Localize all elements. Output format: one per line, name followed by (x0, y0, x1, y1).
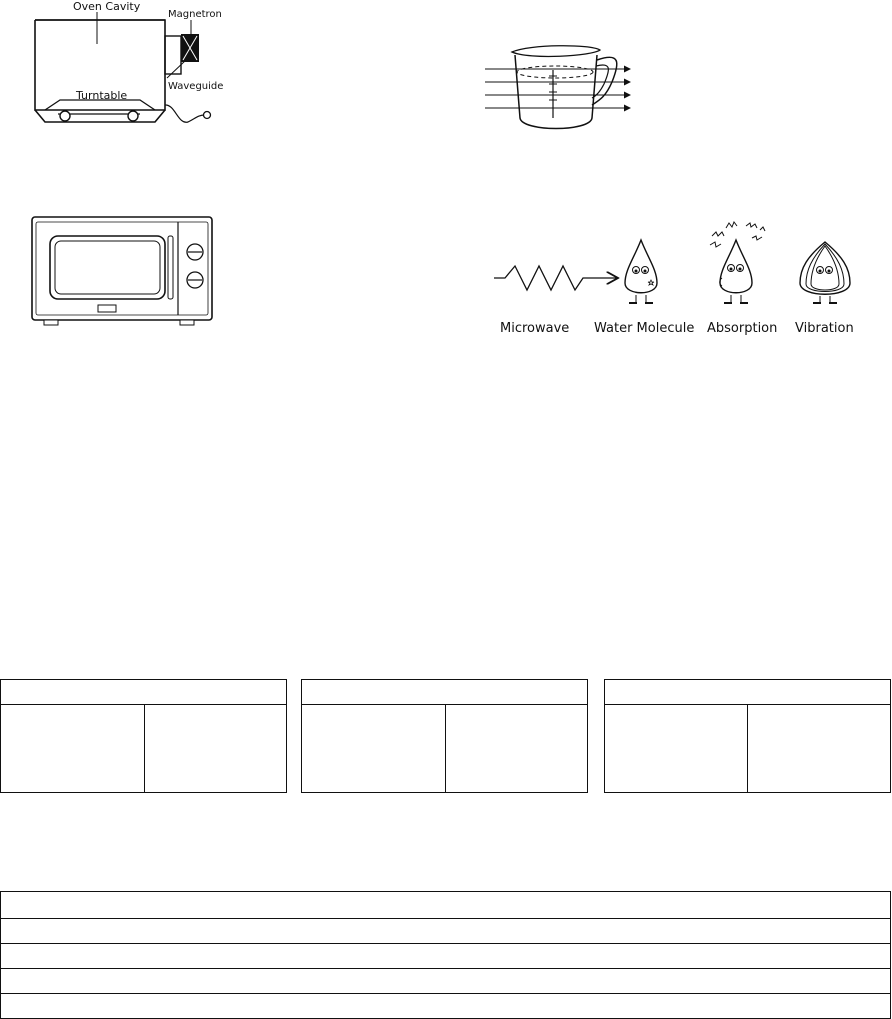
table-row (1, 918, 890, 919)
blank-box-3 (604, 679, 891, 793)
microwave-label: Microwave (500, 321, 570, 336)
microwave-oven-front-figure (20, 210, 220, 335)
microwave-wave-icon (494, 266, 618, 290)
blank-box-header (605, 680, 890, 705)
water-molecule-icon (625, 240, 657, 303)
magnetron-label: Magnetron (168, 9, 222, 20)
wheel-icon (60, 111, 70, 121)
blank-box-1 (0, 679, 287, 793)
blank-box-header (302, 680, 587, 705)
blank-box-divider (144, 704, 145, 792)
blank-box-2 (301, 679, 588, 793)
oven-outer-case (32, 217, 212, 320)
waveguide-label: Waveguide (168, 81, 224, 92)
absorption-label: Absorption (707, 321, 778, 336)
vibration-molecule-icon (800, 242, 850, 303)
blank-table (0, 891, 891, 1019)
table-row (1, 968, 890, 969)
oven-cavity-label: Oven Cavity (73, 0, 141, 13)
blank-box-divider (445, 704, 446, 792)
blank-box-header (1, 680, 286, 705)
table-row (1, 943, 890, 944)
measuring-jug-figure (480, 40, 640, 140)
water-molecule-label: Water Molecule (594, 321, 695, 336)
vibration-label: Vibration (795, 321, 854, 336)
wheel-icon (128, 111, 138, 121)
absorption-process-figure (490, 210, 870, 340)
oven-cross-section-figure (25, 0, 225, 130)
table-row (1, 993, 890, 994)
turntable-label: Turntable (76, 89, 128, 102)
blank-box-divider (747, 704, 748, 792)
absorption-molecule-icon (710, 222, 765, 303)
